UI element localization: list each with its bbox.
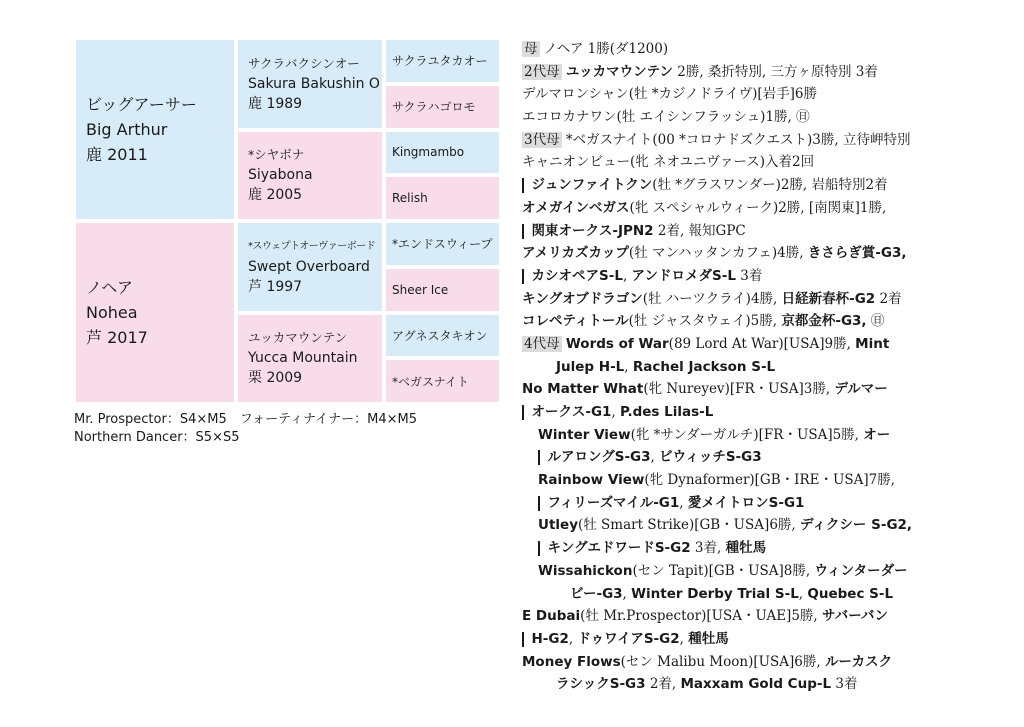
ancestor-g3-8: *ベガスナイト [384,358,501,404]
dam-sire-name-jp: *スウェプトオーヴァーボード [248,240,376,252]
record-text: ㊐ [866,313,885,330]
record-text: (牡 ハーツクライ)4勝, [642,290,782,307]
family-line [522,492,962,515]
family-line [522,220,962,243]
horse-or-race-name: ディクシー S-G2, [800,517,913,534]
horse-or-race-name: オメガインベガス [522,199,630,216]
record-text: (牡 ジャスタウェイ)5勝, [628,313,782,330]
cross-line-1: Mr. Prospector：S4×M5 フォーティナイナー：M4×M5 [74,412,417,427]
ancestor-g3-2: サクラハゴロモ [384,84,501,130]
record-text: キャニオンビュー(牝 ネオユニヴァース)入着2回 [522,154,815,171]
record-text: , [622,585,632,602]
record-text: デルマロンシャン(牡 *カジノドライヴ)[岩手]6勝 [522,86,817,103]
dam-sire-name-en: Swept Overboard [248,258,370,275]
record-text: (89 Lord At War)[USA]9勝, [668,335,856,352]
sire-dam-cell [236,130,384,222]
horse-or-race-name: コレペティトール [522,313,629,330]
horse-or-race-name: Maxxam Gold Cup-L [680,676,832,693]
ancestor-g3-7: アグネスタキオン [384,313,501,359]
family-line [522,424,962,447]
sire-sire-cell [236,38,384,130]
record-text: , [568,630,578,647]
record-text: , [650,449,660,466]
inbreeding-crosses [74,411,417,447]
horse-or-race-name: 関東オークス-JPN2 [531,222,654,239]
sire-cell [74,38,236,221]
family-line [522,583,962,606]
ancestor-g3-4: Relish [384,175,501,221]
record-text: (牡 Mr.Prospector)[USA・UAE]5勝, [580,608,822,625]
horse-or-race-name: きさらぎ賞-G3, [807,245,907,262]
sire-sire-name-en: Sakura Bakushin O [248,75,380,92]
horse-or-race-name: ルアロングS-G3 [547,449,651,466]
record-text: *ベガスナイト(00 *コロナドズクエスト)3勝, 立待岬特別 [561,131,911,148]
family-line [522,310,962,333]
horse-or-race-name: ルーカスク [824,653,893,670]
horse-or-race-name: Quebec S-L [807,585,894,602]
record-text: , [679,630,689,647]
record-text: 2着 [875,290,902,307]
dam-cell [74,221,236,404]
horse-or-race-name: オークス-G1 [531,404,612,420]
family-line [522,129,962,152]
dam-name-jp: ノヘア [86,278,133,297]
horse-or-race-name: ユッカマウンテン [565,63,673,80]
horse-or-race-name: No Matter What [522,381,644,398]
family-line [522,61,962,84]
record-text: 2勝, 桑折特別, 三方ヶ原特別 3着 [672,63,878,80]
sire-dam-color-year: 鹿 2005 [248,187,303,204]
tree-connector [538,541,540,556]
record-text: (牡 Smart Strike)[GB・USA]6勝, [578,517,800,534]
record-text: (セン Malibu Moon)[USA]6勝, [620,653,825,670]
cross-line-2: Northern Dancer：S5×S5 [74,430,240,445]
horse-or-race-name: Mint [855,335,890,352]
family-line [522,265,962,288]
horse-or-race-name: アンドロメダS-L [631,267,736,284]
record-text: 3着 [831,676,858,693]
horse-or-race-name: アメリカズカップ [522,245,629,262]
record-text: 2着, [645,676,681,693]
ancestor-g3-1: サクラユタカオー [384,38,501,84]
horse-or-race-name: Winter View [538,426,631,443]
horse-or-race-name: フィリーズマイル-G1 [547,494,680,511]
horse-or-race-name: ビウィッチS-G3 [659,449,762,466]
tree-connector [538,450,540,465]
family-line [522,378,962,401]
horse-or-race-name: オー [863,426,891,443]
record-text: ノヘア 1勝(ダ1200) [539,41,669,57]
family-line [522,174,962,197]
family-line [522,651,962,674]
record-text: エコロカナワン(牡 エイシンフラッシュ)1勝, ㊐ [522,109,810,126]
horse-or-race-name: H-G2 [531,630,569,647]
horse-or-race-name: ドゥワイアS-G2 [577,630,680,647]
record-text: (牝 スペシャルウィーク)2勝, [南関東]1勝, [629,199,887,216]
dam-dam-name-jp: ユッカマウンテン [248,330,348,346]
pedigree-table [74,38,501,404]
family-line [522,673,962,696]
dam-color-year: 芦 2017 [86,328,148,347]
sire-name-en: Big Arthur [86,120,168,139]
family-line [522,106,962,129]
record-text: (牡 マンハッタンカフェ)4勝, [628,245,808,262]
dam-name-en: Nohea [86,303,138,322]
family-line [522,628,962,651]
record-text: 2着, 報知GPC [653,222,746,239]
sire-dam-name-en: Siyabona [248,167,313,184]
dam-dam-cell [236,313,384,405]
record-text: (牝 *サンダーガルチ)[FR・USA]5勝, [630,426,864,443]
family-line [522,537,962,560]
family-line [522,333,962,356]
horse-or-race-name: Utley [538,517,578,534]
family-line [522,560,962,583]
family-line [522,605,962,628]
tree-connector [522,632,524,647]
family-notes [522,38,962,696]
horse-or-race-name: 種牡馬 [725,540,767,557]
record-text: , [679,494,688,511]
horse-or-race-name: Rachel Jackson S-L [632,358,776,375]
horse-or-race-name: 日経新春杯-G2 [781,290,876,307]
horse-or-race-name: カシオペアS-L [531,267,623,284]
record-text: , [798,585,808,602]
family-line [522,401,962,424]
horse-or-race-name: Words of War [565,335,669,352]
family-line [522,469,962,492]
dam-sire-cell [236,221,384,313]
tree-connector [522,405,524,420]
horse-or-race-name: キングエドワードS-G2 [547,540,691,557]
generation-tag: 2代母 [524,63,560,80]
generation-tag: 3代母 [524,131,560,148]
horse-or-race-name: サバーバン [822,608,889,625]
ancestor-g3-3: Kingmambo [384,130,501,176]
generation-tag: 4代母 [524,335,560,352]
horse-or-race-name: E Dubai [522,608,581,625]
family-line [522,151,962,174]
family-line [522,38,962,61]
sire-color-year: 鹿 2011 [86,145,148,164]
sire-name-jp: ビッグアーサー [86,95,197,114]
tree-connector [538,496,540,511]
record-text: (セン Tapit)[GB・USA]8勝, [632,562,815,579]
record-text: 3着 [735,267,763,284]
family-line [522,288,962,311]
record-text: (牝 Dynaformer)[GB・IRE・USA]7勝, [644,472,896,489]
horse-or-race-name: Wissahickon [538,562,633,579]
dam-sire-color-year: 芦 1997 [248,278,303,295]
tree-connector [522,178,524,193]
record-text: 3着, [690,540,726,557]
sire-sire-color-year: 鹿 1989 [248,95,303,112]
horse-or-race-name: Julep H-L [556,358,625,375]
record-text: , [624,358,633,375]
horse-or-race-name: ジュンファイトクン [531,177,653,194]
record-text: , [622,267,632,284]
family-line [522,356,962,379]
horse-or-race-name: キングオブドラゴン [522,290,643,307]
horse-or-race-name: Winter Derby Trial S-L [631,585,799,602]
horse-or-race-name: 愛メイトロンS-G1 [687,494,805,511]
record-text: , [611,404,621,420]
family-line [522,197,962,220]
generation-tag: 母 [524,41,538,57]
sire-dam-name-jp: *シヤボナ [248,147,305,163]
tree-connector [522,224,524,239]
dam-dam-name-en: Yucca Mountain [248,350,358,367]
horse-or-race-name: ビー-G3 [570,585,623,602]
ancestor-g3-6: Sheer Ice [384,267,501,313]
horse-or-race-name: Rainbow View [538,472,645,489]
family-line [522,83,962,106]
family-line [522,446,962,469]
record-text: (牡 *グラスワンダー)2勝, 岩船特別2着 [652,177,888,194]
tree-connector [522,269,524,284]
horse-or-race-name: デルマー [834,381,888,398]
record-text: (牝 Nureyev)[FR・USA]3勝, [643,381,835,398]
horse-or-race-name: 種牡馬 [688,630,729,647]
horse-or-race-name: P.des Lilas-L [620,404,714,420]
horse-or-race-name: Money Flows [522,653,621,670]
family-line [522,514,962,537]
family-line [522,242,962,265]
horse-or-race-name: ラシックS-G3 [556,676,646,693]
horse-or-race-name: 京都金杯-G3, [781,313,867,330]
sire-sire-name-jp: サクラバクシンオー [248,55,360,71]
ancestor-g3-5: *エンドスウィープ [384,221,501,267]
dam-dam-color-year: 栗 2009 [248,370,303,387]
horse-or-race-name: ウィンターダー [814,562,908,579]
